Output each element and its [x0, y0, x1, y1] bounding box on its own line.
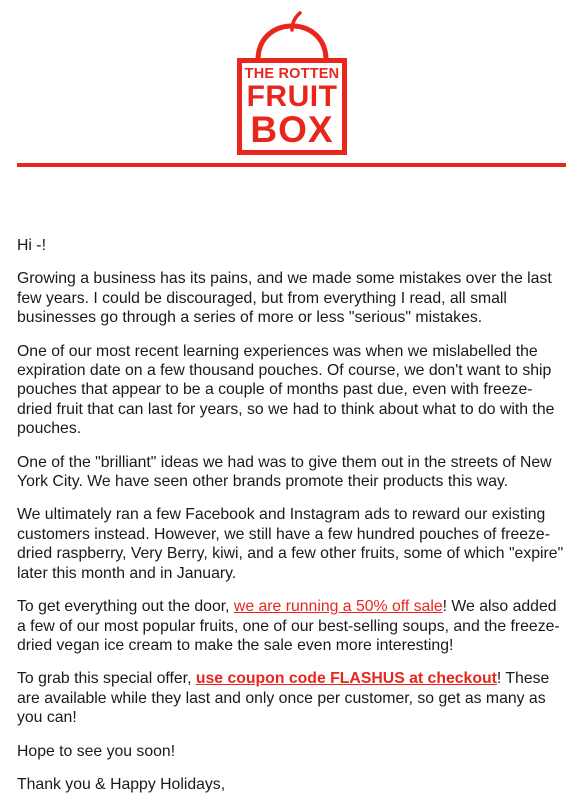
greeting: Hi -! [17, 237, 46, 254]
paragraph-sale [17, 597, 565, 655]
sale-text-after: ! We also added a few of our most popular fruits, one of our best-selling soups, and the freeze-dried vegan ice cream to make the sale even more interesting! [17, 598, 560, 654]
logo-text-box: BOX [250, 109, 334, 150]
email-body [17, 236, 565, 808]
coupon-text-after: ! These are available while they last and only once per customer, so get as many as you can! [17, 670, 550, 727]
paragraph-mislabel: One of our most recent learning experiences was when we mislabelled the expiration date on a few thousand pouches. Of course, we don't want to ship pouches that appear to be a couple of months past due, even with freeze-dried fruit that can last for years, so we had to think about what to do with the pouches. [17, 342, 555, 438]
paragraph-mistakes: Growing a business has its pains, and we made some mistakes over the last few years. I could be discouraged, but from everything I read, all small businesses go through a series of more or less "serious" mistakes. [17, 270, 552, 327]
coupon-text-before: To grab this special offer, [17, 670, 196, 688]
paragraph-nyc-idea: One of the "brilliant" ideas we had was to give them out in the streets of New York City. We have seen other brands promote their products this way. [17, 453, 552, 491]
paragraph-coupon [17, 669, 565, 727]
sale-text-before: To get everything out the door, [17, 598, 234, 616]
paragraph-hope: Hope to see you soon! [17, 742, 176, 760]
logo-text-fruit: FRUIT [246, 80, 338, 113]
brand-header [0, 0, 580, 160]
sale-link[interactable]: we are running a 50% off sale [233, 598, 443, 616]
paragraph-ads: We ultimately ran a few Facebook and Instagram ads to reward our existing customers instead. However, we still have a few hundred pouches of freeze-dried raspberry, Very Berry, kiwi, and a few other fruits, some of which "expire" later this month and in January. [17, 506, 564, 582]
header-divider [17, 163, 566, 167]
logo-text-the-rotten: THE ROTTEN [244, 66, 340, 82]
paragraph-signoff: Thank you & Happy Holidays, [17, 775, 226, 793]
coupon-link[interactable]: use coupon code FLASHUS at checkout [195, 670, 497, 688]
